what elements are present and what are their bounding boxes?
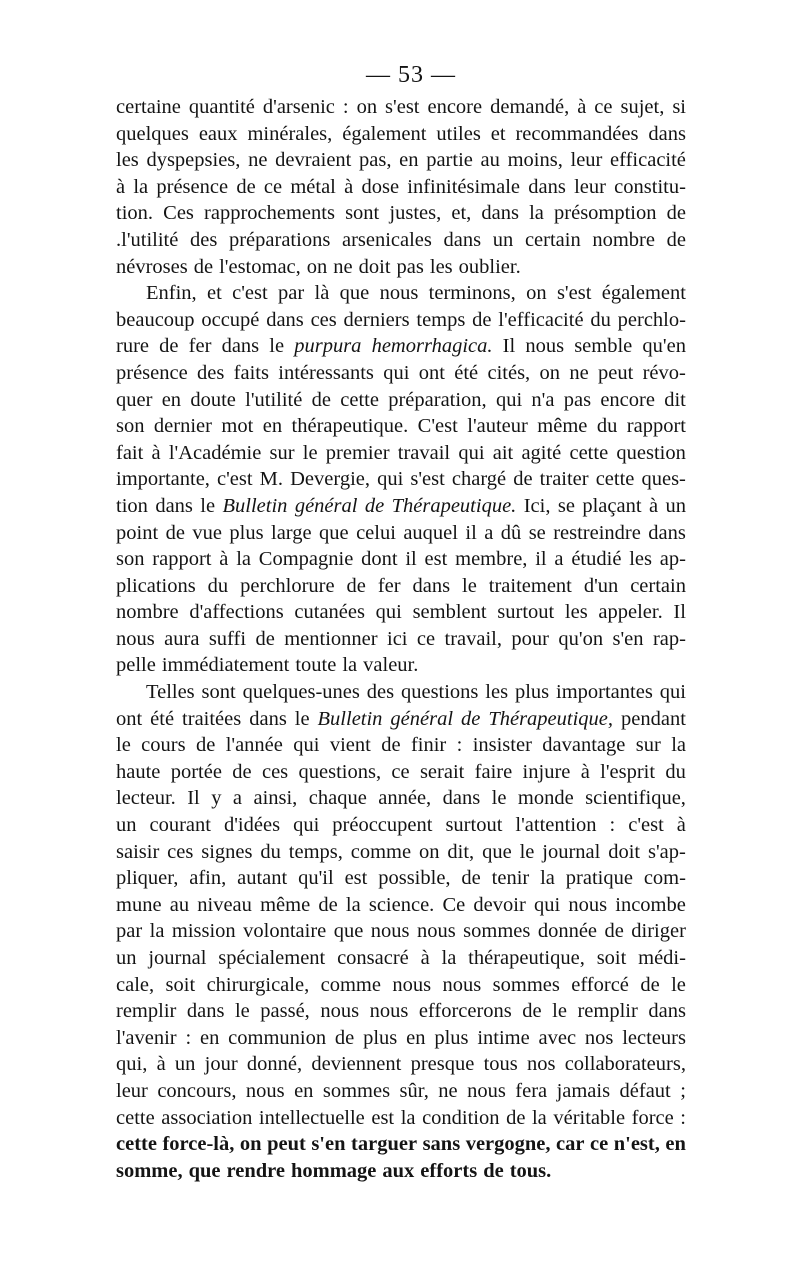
text-line: qui, à un jour donné, deviennent presque tous nos collaborateurs, xyxy=(116,1053,686,1076)
text-line: quelques eaux minérales, également utiles et recommandées dans xyxy=(116,122,686,145)
text-line: nombre d'affections cutanées qui semblent surtout les appeler. Il xyxy=(116,601,686,624)
text-line: rure de fer dans le purpura hemorrhagica. Il nous semble qu'en xyxy=(116,335,686,358)
text-line: mune au niveau même de la science. Ce devoir qui nous incombe xyxy=(116,893,686,916)
text-line: saisir ces signes du temps, comme on dit, que le journal doit s'ap- xyxy=(116,840,686,863)
text-line: remplir dans le passé, nous nous efforcerons de le remplir dans xyxy=(116,1000,686,1023)
text-line: beaucoup occupé dans ces derniers temps de l'efficacité du perchlo- xyxy=(116,308,686,331)
text-line: présence des faits intéressants qui ont été cités, on ne peut révo- xyxy=(116,361,686,384)
text-line: importante, c'est M. Devergie, qui s'est chargé de traiter cette ques- xyxy=(116,468,686,491)
document-page xyxy=(116,56,686,1184)
text-line: fait à l'Académie sur le premier travail qui ait agité cette question xyxy=(116,441,686,464)
text-line: pelle immédiatement toute la valeur. xyxy=(116,654,419,677)
text-line: un courant d'idées qui préoccupent surtout l'attention : c'est à xyxy=(116,814,686,837)
text-line: Enfin, et c'est par là que nous terminons, on s'est également xyxy=(146,282,686,305)
text-line: point de vue plus large que celui auquel il a dû se restreindre dans xyxy=(116,521,686,544)
text-line: lecteur. Il y a ainsi, chaque année, dans le monde scientifique, xyxy=(116,787,686,810)
body-text xyxy=(116,94,686,1184)
text-line: quer en doute l'utilité de cette préparation, qui n'a pas encore dit xyxy=(116,388,686,411)
text-line: tion. Ces rapprochements sont justes, et, dans la présomption de xyxy=(116,202,686,225)
text-line: cette force-là, on peut s'en targuer sans vergogne, car ce n'est, en xyxy=(116,1133,686,1156)
text-line: les dyspepsies, ne devraient pas, en partie au moins, leur efficacité xyxy=(116,149,686,172)
text-line: le cours de l'année qui vient de finir : insister davantage sur la xyxy=(116,734,686,757)
text-line: à la présence de ce métal à dose infinitésimale dans leur constitu- xyxy=(116,175,686,198)
text-line: par la mission volontaire que nous nous sommes donnée de diriger xyxy=(116,920,686,943)
text-line: haute portée de ces questions, ce serait faire injure à l'esprit du xyxy=(116,760,686,783)
text-line: nous aura suffi de mentionner ici ce travail, pour qu'on s'en rap- xyxy=(116,627,686,650)
text-line: l'avenir : en communion de plus en plus intime avec nos lecteurs xyxy=(116,1026,686,1049)
text-line: plications du perchlorure de fer dans le traitement d'un certain xyxy=(116,574,686,597)
text-line: névroses de l'estomac, on ne doit pas les oublier. xyxy=(116,255,521,278)
page-number: — 53 — xyxy=(366,62,456,88)
text-line: cette association intellectuelle est la condition de la véritable force : xyxy=(116,1106,686,1129)
text-line: tion dans le Bulletin général de Thérapeutique. Ici, se plaçant à un xyxy=(116,494,686,517)
text-line: son rapport à la Compagnie dont il est membre, il a étudié les ap- xyxy=(116,548,686,571)
text-line: son dernier mot en thérapeutique. C'est l'auteur même du rapport xyxy=(116,415,686,438)
text-line: somme, que rendre hommage aux efforts de tous. xyxy=(116,1159,552,1182)
text-line: pliquer, afin, autant qu'il est possible, de tenir la pratique com- xyxy=(116,867,686,890)
text-line: ont été traitées dans le Bulletin général de Thérapeutique, pendant xyxy=(116,707,686,730)
text-line: leur concours, nous en sommes sûr, ne nous fera jamais défaut ; xyxy=(116,1079,686,1102)
text-line: Telles sont quelques-unes des questions les plus importantes qui xyxy=(146,681,686,704)
text-line: cale, soit chirurgicale, comme nous nous sommes efforcé de le xyxy=(116,973,686,996)
text-line: certaine quantité d'arsenic : on s'est encore demandé, à ce sujet, si xyxy=(116,96,686,118)
text-line: un journal spécialement consacré à la thérapeutique, soit médi- xyxy=(116,947,686,969)
text-line: .l'utilité des préparations arsenicales dans un certain nombre de xyxy=(116,228,686,251)
